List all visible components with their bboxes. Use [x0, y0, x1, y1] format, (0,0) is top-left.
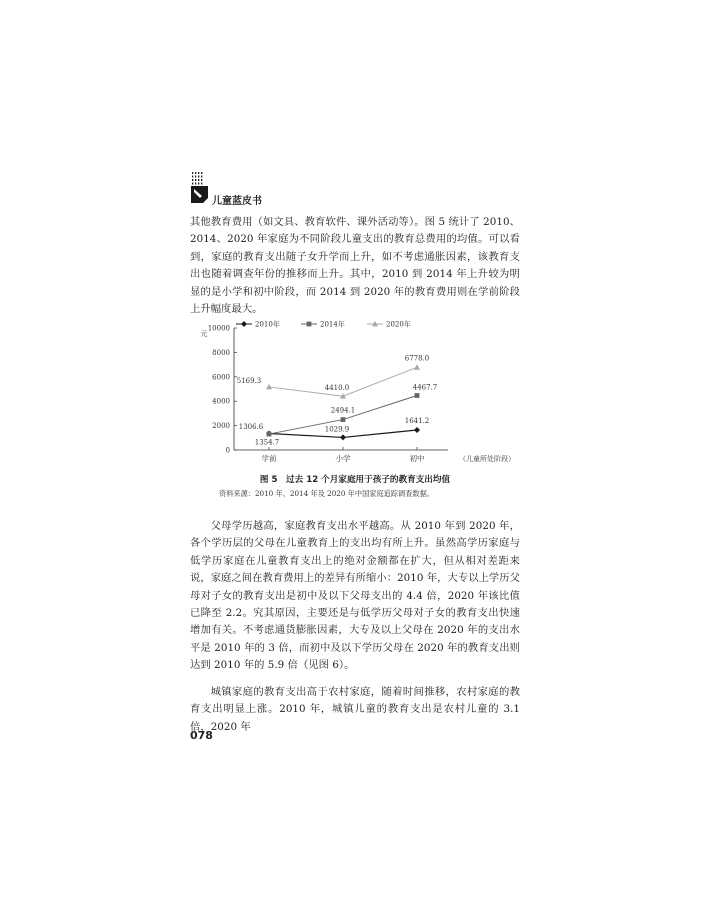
y-tick-label: 6000 — [212, 373, 230, 382]
running-header — [190, 172, 520, 206]
page-number: 078 — [190, 729, 213, 742]
data-label: 1641.2 — [404, 416, 430, 425]
x-tick-label: 初中 — [409, 454, 425, 463]
data-point — [414, 427, 420, 433]
book-logo-icon — [190, 172, 210, 204]
legend-entry: 2020年 — [386, 320, 411, 329]
figure-5-chart — [190, 316, 520, 471]
paragraph-2: 父母学历越高，家庭教育支出水平越高。从 2010 年到 2020 年，各个学历层的父母在儿童教育上的支出均有所上升。虽然高学历家庭与低学历家庭在儿童教育支出上的绝对金额都在扩大，但从相对差距来说，家庭之间在教育费用上的差异有所缩小：2010 年，大专以上学历父母对子女的教育支出是初中及以下父母支出的 4.4 倍，2020 年该比值已降至 2.2。究其原因，主要还是与低学历父母对子女的教育支出快速增加有关。不考虑通货膨胀因素，大专及以上父母在 2020 年的支出水平是 2010 年的 3 倍，而初中及以下学历父母在 2020 年的教育支出则达到 2010 年的 5.9 倍（见图 6）。 — [190, 520, 520, 672]
legend-entry: 2014年 — [320, 320, 345, 329]
data-point — [341, 417, 346, 422]
data-point — [267, 432, 272, 437]
x-tick-label: 学前 — [261, 454, 277, 463]
y-tick-label: 0 — [225, 446, 230, 455]
data-point — [340, 434, 346, 440]
data-label: 1354.7 — [254, 438, 280, 447]
line-chart — [190, 316, 520, 471]
x-axis-label: （儿童所处阶段） — [459, 455, 515, 463]
y-tick-label: 2000 — [212, 422, 230, 431]
data-point — [415, 393, 420, 398]
x-tick-label: 小学 — [335, 454, 351, 463]
legend-marker — [241, 321, 247, 327]
data-label: 5169.3 — [236, 376, 262, 385]
data-label: 4467.7 — [412, 383, 438, 392]
data-label: 1029.9 — [324, 425, 350, 434]
y-tick-label: 4000 — [212, 397, 230, 406]
data-label: 4410.0 — [324, 384, 350, 393]
data-label: 1306.6 — [238, 423, 264, 432]
paragraph-3: 城镇家庭的教育支出高于农村家庭，随着时间推移，农村家庭的教育支出明显上涨。2010 年，城镇儿童的教育支出是农村儿童的 3.1 倍，2020 年 — [190, 686, 520, 733]
data-point — [414, 364, 420, 369]
data-label: 6778.0 — [404, 354, 430, 363]
paragraph-1: 其他教育费用（如文具、教育软件、课外活动等）。图 5 统计了 2010、2014、2020 年家庭为不同阶段儿童支出的教育总费用的均值。可以看到，家庭的教育支出随子女升学而上升，如不考虑通胀因素，该教育支出也随着调查年份的推移而上升。其中，2010 到 2014 年上升较为明显的是小学和初中阶段，而 2014 到 2020 年的教育费用则在学前阶段上升幅度最大。 — [190, 216, 520, 316]
legend-marker — [307, 322, 312, 327]
y-axis-unit: 元 — [200, 330, 208, 338]
data-point — [266, 384, 272, 389]
y-tick-label: 10000 — [207, 324, 230, 333]
legend-entry: 2010年 — [255, 320, 280, 329]
figure-source: 资料来源：2010 年、2014 年及 2020 年中国家庭追踪调查数据。 — [219, 489, 434, 498]
y-tick-label: 8000 — [212, 348, 230, 357]
data-label: 2494.1 — [330, 406, 356, 415]
figure-caption: 图 5 过去 12 个月家庭用于孩子的教育支出均值 — [259, 475, 451, 485]
series-title: 儿童蓝皮书 — [212, 196, 262, 207]
